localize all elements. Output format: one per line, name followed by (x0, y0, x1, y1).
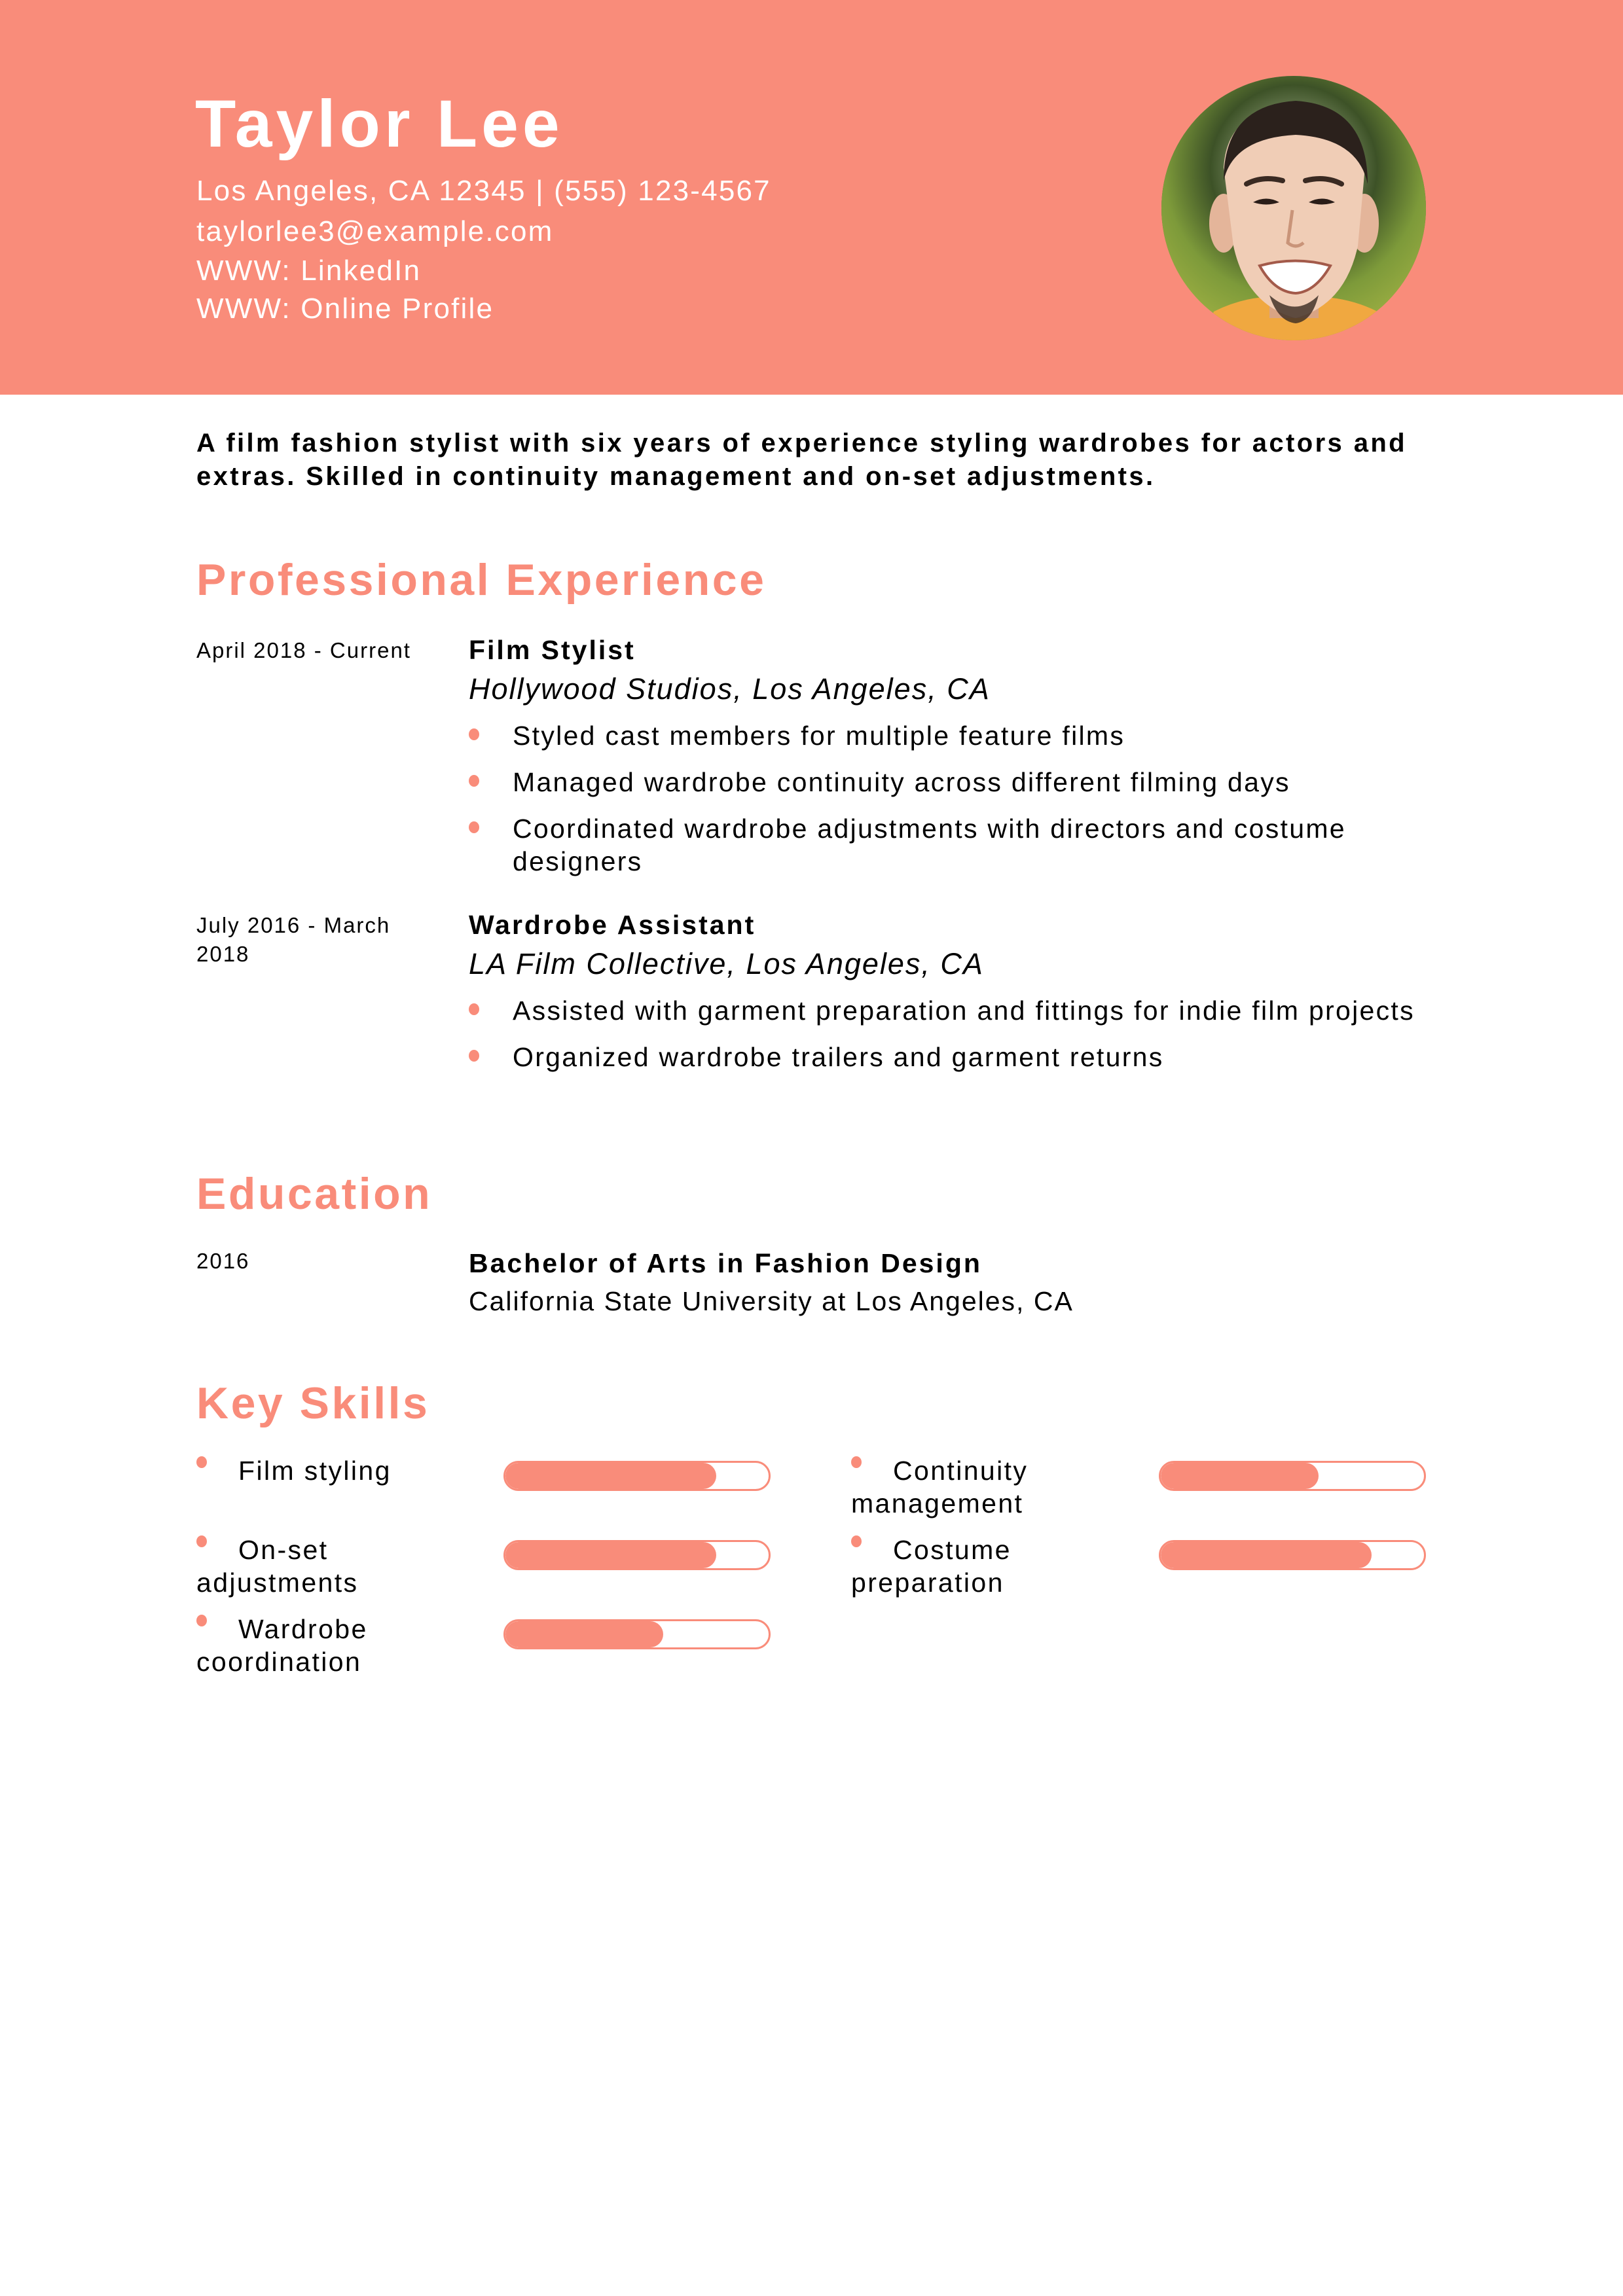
skill-level-bar (503, 1461, 771, 1491)
bullet-dot-icon (851, 1535, 862, 1547)
skill-label (851, 1534, 1113, 1599)
job-title: Film Stylist (469, 635, 636, 665)
address-phone: Los Angeles, CA 12345 | (555) 123-4567 (196, 175, 771, 207)
skill-level-fill (1161, 1463, 1319, 1489)
bullet-dot-icon (469, 821, 479, 833)
skill-level-bar (1159, 1461, 1426, 1491)
skill-name: Film styling (238, 1456, 392, 1486)
bullet-text: Organized wardrobe trailers and garment returns (513, 1042, 1164, 1072)
job-bullets (469, 719, 1431, 891)
skill-label (196, 1454, 458, 1487)
bullet-text: Coordinated wardrobe adjustments with directors and costume designers (513, 814, 1346, 876)
job-bullet (469, 766, 1431, 798)
job-dates: April 2018 - Current (196, 638, 411, 662)
bullet-dot-icon (851, 1456, 862, 1468)
skill-level-bar (503, 1619, 771, 1649)
skill-level-fill (1161, 1542, 1372, 1568)
skill-name: Costume preparation (851, 1535, 1012, 1598)
education-year: 2016 (196, 1249, 250, 1273)
bullet-dot-icon (469, 1050, 479, 1062)
bullet-text: Styled cast members for multiple feature films (513, 721, 1125, 751)
bullet-dot-icon (196, 1535, 207, 1547)
bullet-text: Assisted with garment preparation and fittings for indie film projects (513, 996, 1415, 1026)
skill-level-fill (505, 1542, 716, 1568)
professional-summary: A film fashion stylist with six years of experience styling wardrobes for actors and extras. Skilled in continuity management and on-set adjustments. (196, 429, 1408, 491)
skill-level-fill (505, 1463, 716, 1489)
job-bullet (469, 994, 1431, 1027)
job-bullets (469, 994, 1431, 1087)
linkedin-link[interactable]: WWW: LinkedIn (196, 255, 422, 287)
job-bullet (469, 1041, 1431, 1073)
job-title: Wardrobe Assistant (469, 910, 756, 940)
skill-level-bar (1159, 1540, 1426, 1570)
online-profile-link[interactable]: WWW: Online Profile (196, 293, 494, 325)
skill-name: Continuity management (851, 1456, 1029, 1518)
bullet-dot-icon (196, 1615, 207, 1626)
skill-name: Wardrobe coordination (196, 1614, 368, 1677)
bullet-dot-icon (469, 728, 479, 740)
person-portrait-icon (1161, 76, 1426, 340)
education-institution: California State University at Los Angeles, CA (469, 1286, 1074, 1316)
header-band (0, 0, 1623, 395)
skill-label (851, 1454, 1113, 1520)
profile-photo (1161, 76, 1426, 340)
bullet-dot-icon (469, 775, 479, 787)
section-title-skills: Key Skills (196, 1378, 430, 1428)
job-bullet (469, 719, 1431, 752)
education-degree: Bachelor of Arts in Fashion Design (469, 1248, 982, 1278)
email-link[interactable]: taylorlee3@example.com (196, 215, 554, 247)
skill-level-bar (503, 1540, 771, 1570)
job-bullet (469, 812, 1431, 878)
skill-label (196, 1534, 458, 1599)
job-company: LA Film Collective, Los Angeles, CA (469, 947, 984, 980)
bullet-dot-icon (196, 1456, 207, 1468)
section-title-experience: Professional Experience (196, 555, 767, 605)
section-title-education: Education (196, 1169, 433, 1219)
bullet-dot-icon (469, 1003, 479, 1015)
skill-label (196, 1613, 458, 1678)
job-dates: July 2016 - March 2018 (196, 913, 391, 966)
skill-level-fill (505, 1621, 663, 1647)
bullet-text: Managed wardrobe continuity across different filming days (513, 767, 1290, 797)
job-company: Hollywood Studios, Los Angeles, CA (469, 672, 991, 706)
skill-name: On-set adjustments (196, 1535, 359, 1598)
candidate-name: Taylor Lee (195, 86, 564, 161)
